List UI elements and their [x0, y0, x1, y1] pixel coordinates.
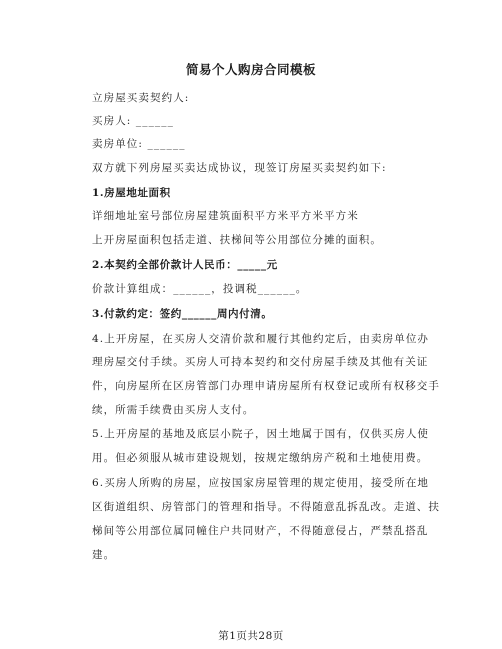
paragraph-line: 件，向房屋所在区房管部门办理申请房屋所有权登记或所有权移交手 — [92, 380, 440, 392]
contract-party-heading: 立房屋买卖契约人: — [92, 92, 190, 104]
paragraph-line: 梯间等公用部位属同幢住户共同财产，不得随意侵占，严禁乱搭乱 — [92, 525, 429, 537]
section-heading-3: 3.付款约定：签约______周内付清。 — [92, 308, 273, 320]
paragraph-line: 区街道组织、房管部门的管理和指导。不得随意乱拆乱改。走道、扶 — [92, 501, 440, 513]
paragraph-line: 理房屋交付手续。买房人可持本契约和交付房屋手续及其他有关证 — [92, 356, 429, 368]
paragraph-line: 4.上开房屋，在买房人交清价款和履行其他约定后，由卖房单位办 — [92, 333, 430, 345]
paragraph-line: 建。 — [92, 549, 116, 561]
seller-line: 卖房单位: ______ — [92, 138, 186, 150]
paragraph-line: 用。但必须服从城市建设规划，按规定缴纳房产税和土地使用费。 — [92, 452, 429, 464]
paragraph-line: 续，所需手续费由买房人支付。 — [92, 404, 255, 416]
paragraph-line: 5.上开房屋的基地及底层小院子，因土地属于国有，仅供买房人使 — [92, 428, 430, 440]
paragraph-line: 价款计算组成：______，投调税______。 — [92, 283, 308, 295]
section-heading-2: 2.本契约全部价款计人民币：_____元 — [92, 259, 278, 271]
buyer-line: 买房人: ______ — [92, 115, 174, 127]
agreement-intro: 双方就下列房屋买卖达成协议，现签订房屋买卖契约如下: — [92, 162, 387, 174]
page-number: 第1页共28页 — [218, 630, 284, 642]
paragraph-line: 上开房屋面积包括走道、扶梯间等公用部位分摊的面积。 — [92, 234, 382, 246]
paragraph-line: 详细地址室号部位房屋建筑面积平方米平方米平方米 — [92, 210, 359, 222]
document-title: 简易个人购房合同模板 — [185, 62, 316, 77]
section-heading-1: 1.房屋地址面积 — [92, 187, 171, 199]
paragraph-line: 6.买房人所购的房屋，应按国家房屋管理的规定使用，接受所在地 — [92, 477, 430, 489]
